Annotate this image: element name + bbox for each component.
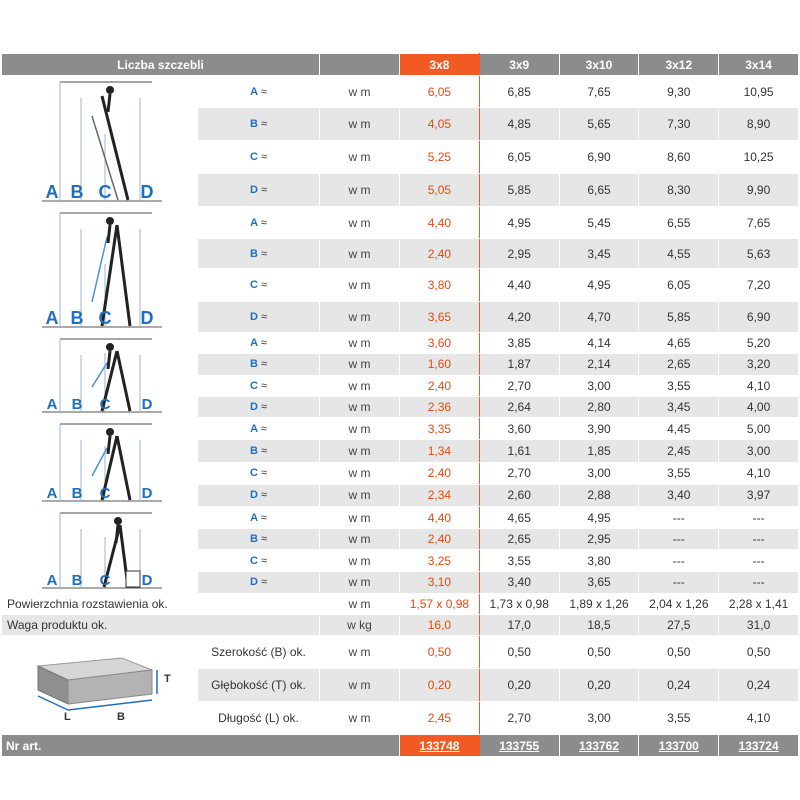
value-cell: 3,00 xyxy=(719,440,799,462)
diagram-cell xyxy=(2,333,198,418)
weight-value: 31,0 xyxy=(719,615,799,636)
value-cell: 6,90 xyxy=(559,141,639,173)
package-label: Głębokość (T) ok. xyxy=(198,669,320,701)
dim-label-cell xyxy=(198,333,320,354)
dim-letter: C xyxy=(249,554,258,567)
value-cell: 9,30 xyxy=(639,76,719,108)
package-value: 2,45 xyxy=(400,701,480,734)
value-cell: 4,65 xyxy=(639,333,719,354)
value-cell: 7,30 xyxy=(639,108,719,141)
value-cell: 2,14 xyxy=(559,354,639,375)
unit-cell: w m xyxy=(320,529,400,550)
diagram-label-d: D xyxy=(141,396,153,413)
approx-symbol: ≈ xyxy=(260,554,268,567)
diagram-label-a: A xyxy=(46,396,58,413)
unit-cell: w m xyxy=(320,301,400,332)
dim-label-cell xyxy=(198,108,320,141)
package-value: 3,55 xyxy=(639,701,719,734)
approx-symbol: ≈ xyxy=(260,489,268,502)
value-cell: 3,85 xyxy=(479,333,559,354)
surface-value: 2,04 x 1,26 xyxy=(639,594,719,615)
dim-letter: D xyxy=(249,576,258,589)
header-unit-blank xyxy=(320,54,400,76)
approx-symbol: ≈ xyxy=(260,576,268,589)
value-cell: 5,25 xyxy=(400,141,480,173)
value-cell: 4,00 xyxy=(719,396,799,417)
approx-symbol: ≈ xyxy=(260,310,268,323)
value-cell: 3,45 xyxy=(639,396,719,417)
dim-label-cell xyxy=(198,375,320,396)
diagram-label-c: C xyxy=(98,182,112,202)
dim-label-cell xyxy=(198,76,320,108)
approx-symbol: ≈ xyxy=(260,422,267,435)
dim-letter: C xyxy=(249,279,258,292)
package-value: 4,10 xyxy=(719,701,799,734)
value-cell: 5,05 xyxy=(400,173,480,206)
value-cell: 4,65 xyxy=(479,507,559,529)
package-label-t: T xyxy=(164,673,171,685)
dim-label-cell xyxy=(198,269,320,301)
diagram-label-a: A xyxy=(45,182,59,202)
approx-symbol: ≈ xyxy=(260,216,267,229)
article-link-0[interactable]: 133748 xyxy=(400,735,480,757)
unit-cell: w m xyxy=(320,173,400,206)
value-cell: --- xyxy=(719,550,799,571)
value-cell: 3,55 xyxy=(639,375,719,396)
unit-cell: w m xyxy=(320,396,400,417)
unit-cell: w m xyxy=(320,239,400,269)
package-label: Długość (L) ok. xyxy=(198,701,320,734)
dim-label-cell xyxy=(198,173,320,206)
article-link-3[interactable]: 133700 xyxy=(639,735,719,757)
value-cell: 4,14 xyxy=(559,333,639,354)
unit-cell: w m xyxy=(320,108,400,141)
surface-label: Powierzchnia rozstawienia ok. xyxy=(2,594,320,615)
ladder-diagram-3 xyxy=(2,333,198,417)
approx-symbol: ≈ xyxy=(260,444,268,457)
value-cell: 4,45 xyxy=(639,418,719,440)
ladder-diagram-4 xyxy=(2,418,198,506)
article-link-4[interactable]: 133724 xyxy=(719,735,799,757)
value-cell: 9,90 xyxy=(719,173,799,206)
article-link-1[interactable]: 133755 xyxy=(479,735,559,757)
value-cell: 1,34 xyxy=(400,440,480,462)
value-cell: 3,55 xyxy=(639,462,719,484)
value-cell: 4,10 xyxy=(719,375,799,396)
value-cell: 4,55 xyxy=(639,239,719,269)
dim-label-cell xyxy=(198,484,320,506)
value-cell: 5,85 xyxy=(639,301,719,332)
dim-label-cell xyxy=(198,507,320,529)
value-cell: 5,45 xyxy=(559,207,639,239)
diagram-label-c: C xyxy=(99,572,111,589)
value-cell: 5,65 xyxy=(559,108,639,141)
value-cell: 7,20 xyxy=(719,269,799,301)
value-cell: 6,85 xyxy=(479,76,559,108)
dim-label-cell xyxy=(198,239,320,269)
surface-value: 2,28 x 1,41 xyxy=(719,594,799,615)
dim-letter: A xyxy=(250,337,258,350)
value-cell: 2,95 xyxy=(559,529,639,550)
package-value: 0,24 xyxy=(719,669,799,701)
value-cell: 4,40 xyxy=(400,207,480,239)
approx-symbol: ≈ xyxy=(260,183,268,196)
dim-label-cell xyxy=(198,529,320,550)
dim-letter: D xyxy=(249,400,258,413)
footer-row xyxy=(2,735,799,757)
package-box-diagram xyxy=(2,636,198,734)
diagram-label-b: B xyxy=(71,485,83,502)
diagram-label-b: B xyxy=(70,308,84,328)
value-cell: 3,80 xyxy=(559,550,639,571)
approx-symbol: ≈ xyxy=(260,511,267,524)
dim-label-cell xyxy=(198,301,320,332)
dim-label-cell xyxy=(198,571,320,593)
package-row xyxy=(2,636,799,669)
approx-symbol: ≈ xyxy=(260,151,268,164)
package-value: 0,50 xyxy=(479,636,559,669)
value-cell: 4,20 xyxy=(479,301,559,332)
package-value: 0,20 xyxy=(479,669,559,701)
value-cell: 2,34 xyxy=(400,484,480,506)
weight-row xyxy=(2,615,799,636)
approx-symbol: ≈ xyxy=(260,118,268,131)
value-cell: 8,60 xyxy=(639,141,719,173)
diagram-cell xyxy=(2,76,198,207)
dim-label-cell xyxy=(198,354,320,375)
value-cell: 2,80 xyxy=(559,396,639,417)
value-cell: 2,60 xyxy=(479,484,559,506)
dim-label-cell xyxy=(198,207,320,239)
unit-cell: w m xyxy=(320,571,400,593)
value-cell: 3,97 xyxy=(719,484,799,506)
unit-cell: w m xyxy=(320,375,400,396)
diagram-label-a: A xyxy=(45,308,59,328)
package-value: 0,50 xyxy=(639,636,719,669)
dim-letter: B xyxy=(249,247,258,260)
weight-value: 27,5 xyxy=(639,615,719,636)
value-cell: 4,10 xyxy=(719,462,799,484)
dim-letter: B xyxy=(249,444,258,457)
ladder-diagram-1 xyxy=(2,76,198,206)
unit-cell: w m xyxy=(320,440,400,462)
diagram-label-c: C xyxy=(99,485,111,502)
dim-label-cell xyxy=(198,418,320,440)
package-unit: w m xyxy=(320,669,400,701)
package-unit: w m xyxy=(320,701,400,734)
package-value: 0,50 xyxy=(400,636,480,669)
package-value: 0,50 xyxy=(559,636,639,669)
unit-cell: w m xyxy=(320,207,400,239)
dim-row xyxy=(2,418,799,440)
approx-symbol: ≈ xyxy=(260,533,268,546)
ladder-diagram-2 xyxy=(2,207,198,332)
value-cell: 3,60 xyxy=(479,418,559,440)
value-cell: 4,95 xyxy=(559,269,639,301)
value-cell: --- xyxy=(639,550,719,571)
value-cell: 4,70 xyxy=(559,301,639,332)
dim-letter: A xyxy=(250,511,258,524)
value-cell: 8,30 xyxy=(639,173,719,206)
dim-letter: D xyxy=(249,489,258,502)
approx-symbol: ≈ xyxy=(260,400,268,413)
header-col-2: 3x10 xyxy=(559,54,639,76)
unit-cell: w m xyxy=(320,418,400,440)
weight-value: 18,5 xyxy=(559,615,639,636)
approx-symbol: ≈ xyxy=(260,247,268,260)
article-link-2[interactable]: 133762 xyxy=(559,735,639,757)
surface-value: 1,57 x 0,98 xyxy=(400,594,480,615)
value-cell: 7,65 xyxy=(719,207,799,239)
value-cell: --- xyxy=(719,529,799,550)
unit-cell: w m xyxy=(320,76,400,108)
package-value: 3,00 xyxy=(559,701,639,734)
value-cell: 6,05 xyxy=(400,76,480,108)
unit-cell: w m xyxy=(320,462,400,484)
package-unit: w m xyxy=(320,636,400,669)
dim-label-cell xyxy=(198,440,320,462)
value-cell: 4,95 xyxy=(559,507,639,529)
dim-row xyxy=(2,333,799,354)
dim-letter: B xyxy=(249,118,258,131)
package-value: 2,70 xyxy=(479,701,559,734)
diagram-label-d: D xyxy=(140,308,154,328)
unit-cell: w m xyxy=(320,269,400,301)
diagram-label-d: D xyxy=(141,572,153,589)
header-col-4: 3x14 xyxy=(719,54,799,76)
weight-unit: w kg xyxy=(320,615,400,636)
dim-row xyxy=(2,207,799,239)
dim-letter: C xyxy=(249,467,258,480)
weight-value: 16,0 xyxy=(400,615,480,636)
value-cell: 2,70 xyxy=(479,375,559,396)
unit-cell: w m xyxy=(320,484,400,506)
value-cell: --- xyxy=(719,571,799,593)
dim-letter: D xyxy=(249,183,258,196)
dim-row xyxy=(2,76,799,108)
header-title: Liczba szczebli xyxy=(2,54,320,76)
value-cell: 2,65 xyxy=(639,354,719,375)
dim-label-cell xyxy=(198,141,320,173)
dim-letter: A xyxy=(250,422,258,435)
diagram-label-d: D xyxy=(140,182,154,202)
surface-row xyxy=(2,594,799,615)
value-cell: --- xyxy=(639,571,719,593)
value-cell: 3,40 xyxy=(639,484,719,506)
value-cell: 3,40 xyxy=(479,571,559,593)
header-col-0: 3x8 xyxy=(400,54,480,76)
approx-symbol: ≈ xyxy=(260,279,268,292)
value-cell: 6,05 xyxy=(479,141,559,173)
value-cell: 3,45 xyxy=(559,239,639,269)
value-cell: 2,65 xyxy=(479,529,559,550)
value-cell: 6,55 xyxy=(639,207,719,239)
unit-cell: w m xyxy=(320,333,400,354)
value-cell: 10,95 xyxy=(719,76,799,108)
diagram-label-a: A xyxy=(46,572,58,589)
unit-cell: w m xyxy=(320,550,400,571)
value-cell: 6,05 xyxy=(639,269,719,301)
value-cell: 2,36 xyxy=(400,396,480,417)
dim-label-cell xyxy=(198,462,320,484)
value-cell: 3,65 xyxy=(559,571,639,593)
value-cell: 2,70 xyxy=(479,462,559,484)
value-cell: 1,87 xyxy=(479,354,559,375)
package-value: 0,50 xyxy=(719,636,799,669)
header-col-1: 3x9 xyxy=(479,54,559,76)
dim-letter: C xyxy=(249,379,258,392)
header-row xyxy=(2,54,799,76)
value-cell: 3,25 xyxy=(400,550,480,571)
diagram-label-b: B xyxy=(71,396,83,413)
dim-label-cell xyxy=(198,550,320,571)
unit-cell: w m xyxy=(320,354,400,375)
package-value: 0,20 xyxy=(400,669,480,701)
approx-symbol: ≈ xyxy=(260,337,267,350)
package-diagram-cell xyxy=(2,636,198,735)
value-cell: 2,88 xyxy=(559,484,639,506)
value-cell: 2,40 xyxy=(400,239,480,269)
footer-label: Nr art. xyxy=(2,735,400,757)
spec-body xyxy=(2,76,799,735)
value-cell: 5,20 xyxy=(719,333,799,354)
diagram-label-b: B xyxy=(71,572,83,589)
value-cell: 3,20 xyxy=(719,354,799,375)
value-cell: --- xyxy=(719,507,799,529)
value-cell: 3,65 xyxy=(400,301,480,332)
diagram-cell xyxy=(2,507,198,594)
value-cell: 2,95 xyxy=(479,239,559,269)
package-value: 0,20 xyxy=(559,669,639,701)
package-label-l: L xyxy=(64,711,71,723)
value-cell: 4,40 xyxy=(479,269,559,301)
dim-label-cell xyxy=(198,396,320,417)
approx-symbol: ≈ xyxy=(260,467,268,480)
unit-cell: w m xyxy=(320,141,400,173)
package-label: Szerokość (B) ok. xyxy=(198,636,320,669)
diagram-label-c: C xyxy=(99,396,111,413)
diagram-label-b: B xyxy=(70,182,84,202)
value-cell: 5,85 xyxy=(479,173,559,206)
value-cell: 3,80 xyxy=(400,269,480,301)
value-cell: 2,40 xyxy=(400,375,480,396)
value-cell: 1,60 xyxy=(400,354,480,375)
value-cell: 3,10 xyxy=(400,571,480,593)
value-cell: 2,45 xyxy=(639,440,719,462)
dim-row xyxy=(2,507,799,529)
surface-value: 1,89 x 1,26 xyxy=(559,594,639,615)
value-cell: 4,05 xyxy=(400,108,480,141)
value-cell: 2,40 xyxy=(400,462,480,484)
diagram-label-a: A xyxy=(46,485,58,502)
header-col-3: 3x12 xyxy=(639,54,719,76)
value-cell: 5,00 xyxy=(719,418,799,440)
value-cell: 6,90 xyxy=(719,301,799,332)
diagram-label-c: C xyxy=(98,308,112,328)
dim-letter: B xyxy=(249,358,258,371)
weight-label: Waga produktu ok. xyxy=(2,615,320,636)
value-cell: 2,64 xyxy=(479,396,559,417)
approx-symbol: ≈ xyxy=(260,379,268,392)
value-cell: 4,95 xyxy=(479,207,559,239)
value-cell: 3,90 xyxy=(559,418,639,440)
value-cell: 3,55 xyxy=(479,550,559,571)
package-label-b: B xyxy=(117,711,125,723)
spec-table xyxy=(1,53,799,757)
dim-letter: B xyxy=(249,533,258,546)
value-cell: --- xyxy=(639,529,719,550)
value-cell: --- xyxy=(639,507,719,529)
value-cell: 3,00 xyxy=(559,375,639,396)
dim-letter: A xyxy=(250,85,258,98)
dim-letter: C xyxy=(249,151,258,164)
value-cell: 3,60 xyxy=(400,333,480,354)
value-cell: 3,35 xyxy=(400,418,480,440)
surface-value: 1,73 x 0,98 xyxy=(479,594,559,615)
diagram-cell xyxy=(2,207,198,333)
approx-symbol: ≈ xyxy=(260,85,267,98)
dim-letter: A xyxy=(250,216,258,229)
value-cell: 10,25 xyxy=(719,141,799,173)
value-cell: 2,40 xyxy=(400,529,480,550)
value-cell: 6,65 xyxy=(559,173,639,206)
weight-value: 17,0 xyxy=(479,615,559,636)
surface-unit: w m xyxy=(320,594,400,615)
unit-cell: w m xyxy=(320,507,400,529)
value-cell: 5,63 xyxy=(719,239,799,269)
value-cell: 7,65 xyxy=(559,76,639,108)
value-cell: 8,90 xyxy=(719,108,799,141)
package-value: 0,24 xyxy=(639,669,719,701)
value-cell: 4,40 xyxy=(400,507,480,529)
ladder-diagram-5 xyxy=(2,507,198,593)
approx-symbol: ≈ xyxy=(260,358,268,371)
diagram-cell xyxy=(2,418,198,507)
value-cell: 3,00 xyxy=(559,462,639,484)
value-cell: 1,61 xyxy=(479,440,559,462)
value-cell: 1,85 xyxy=(559,440,639,462)
dim-letter: D xyxy=(249,310,258,323)
diagram-label-d: D xyxy=(141,485,153,502)
value-cell: 4,85 xyxy=(479,108,559,141)
